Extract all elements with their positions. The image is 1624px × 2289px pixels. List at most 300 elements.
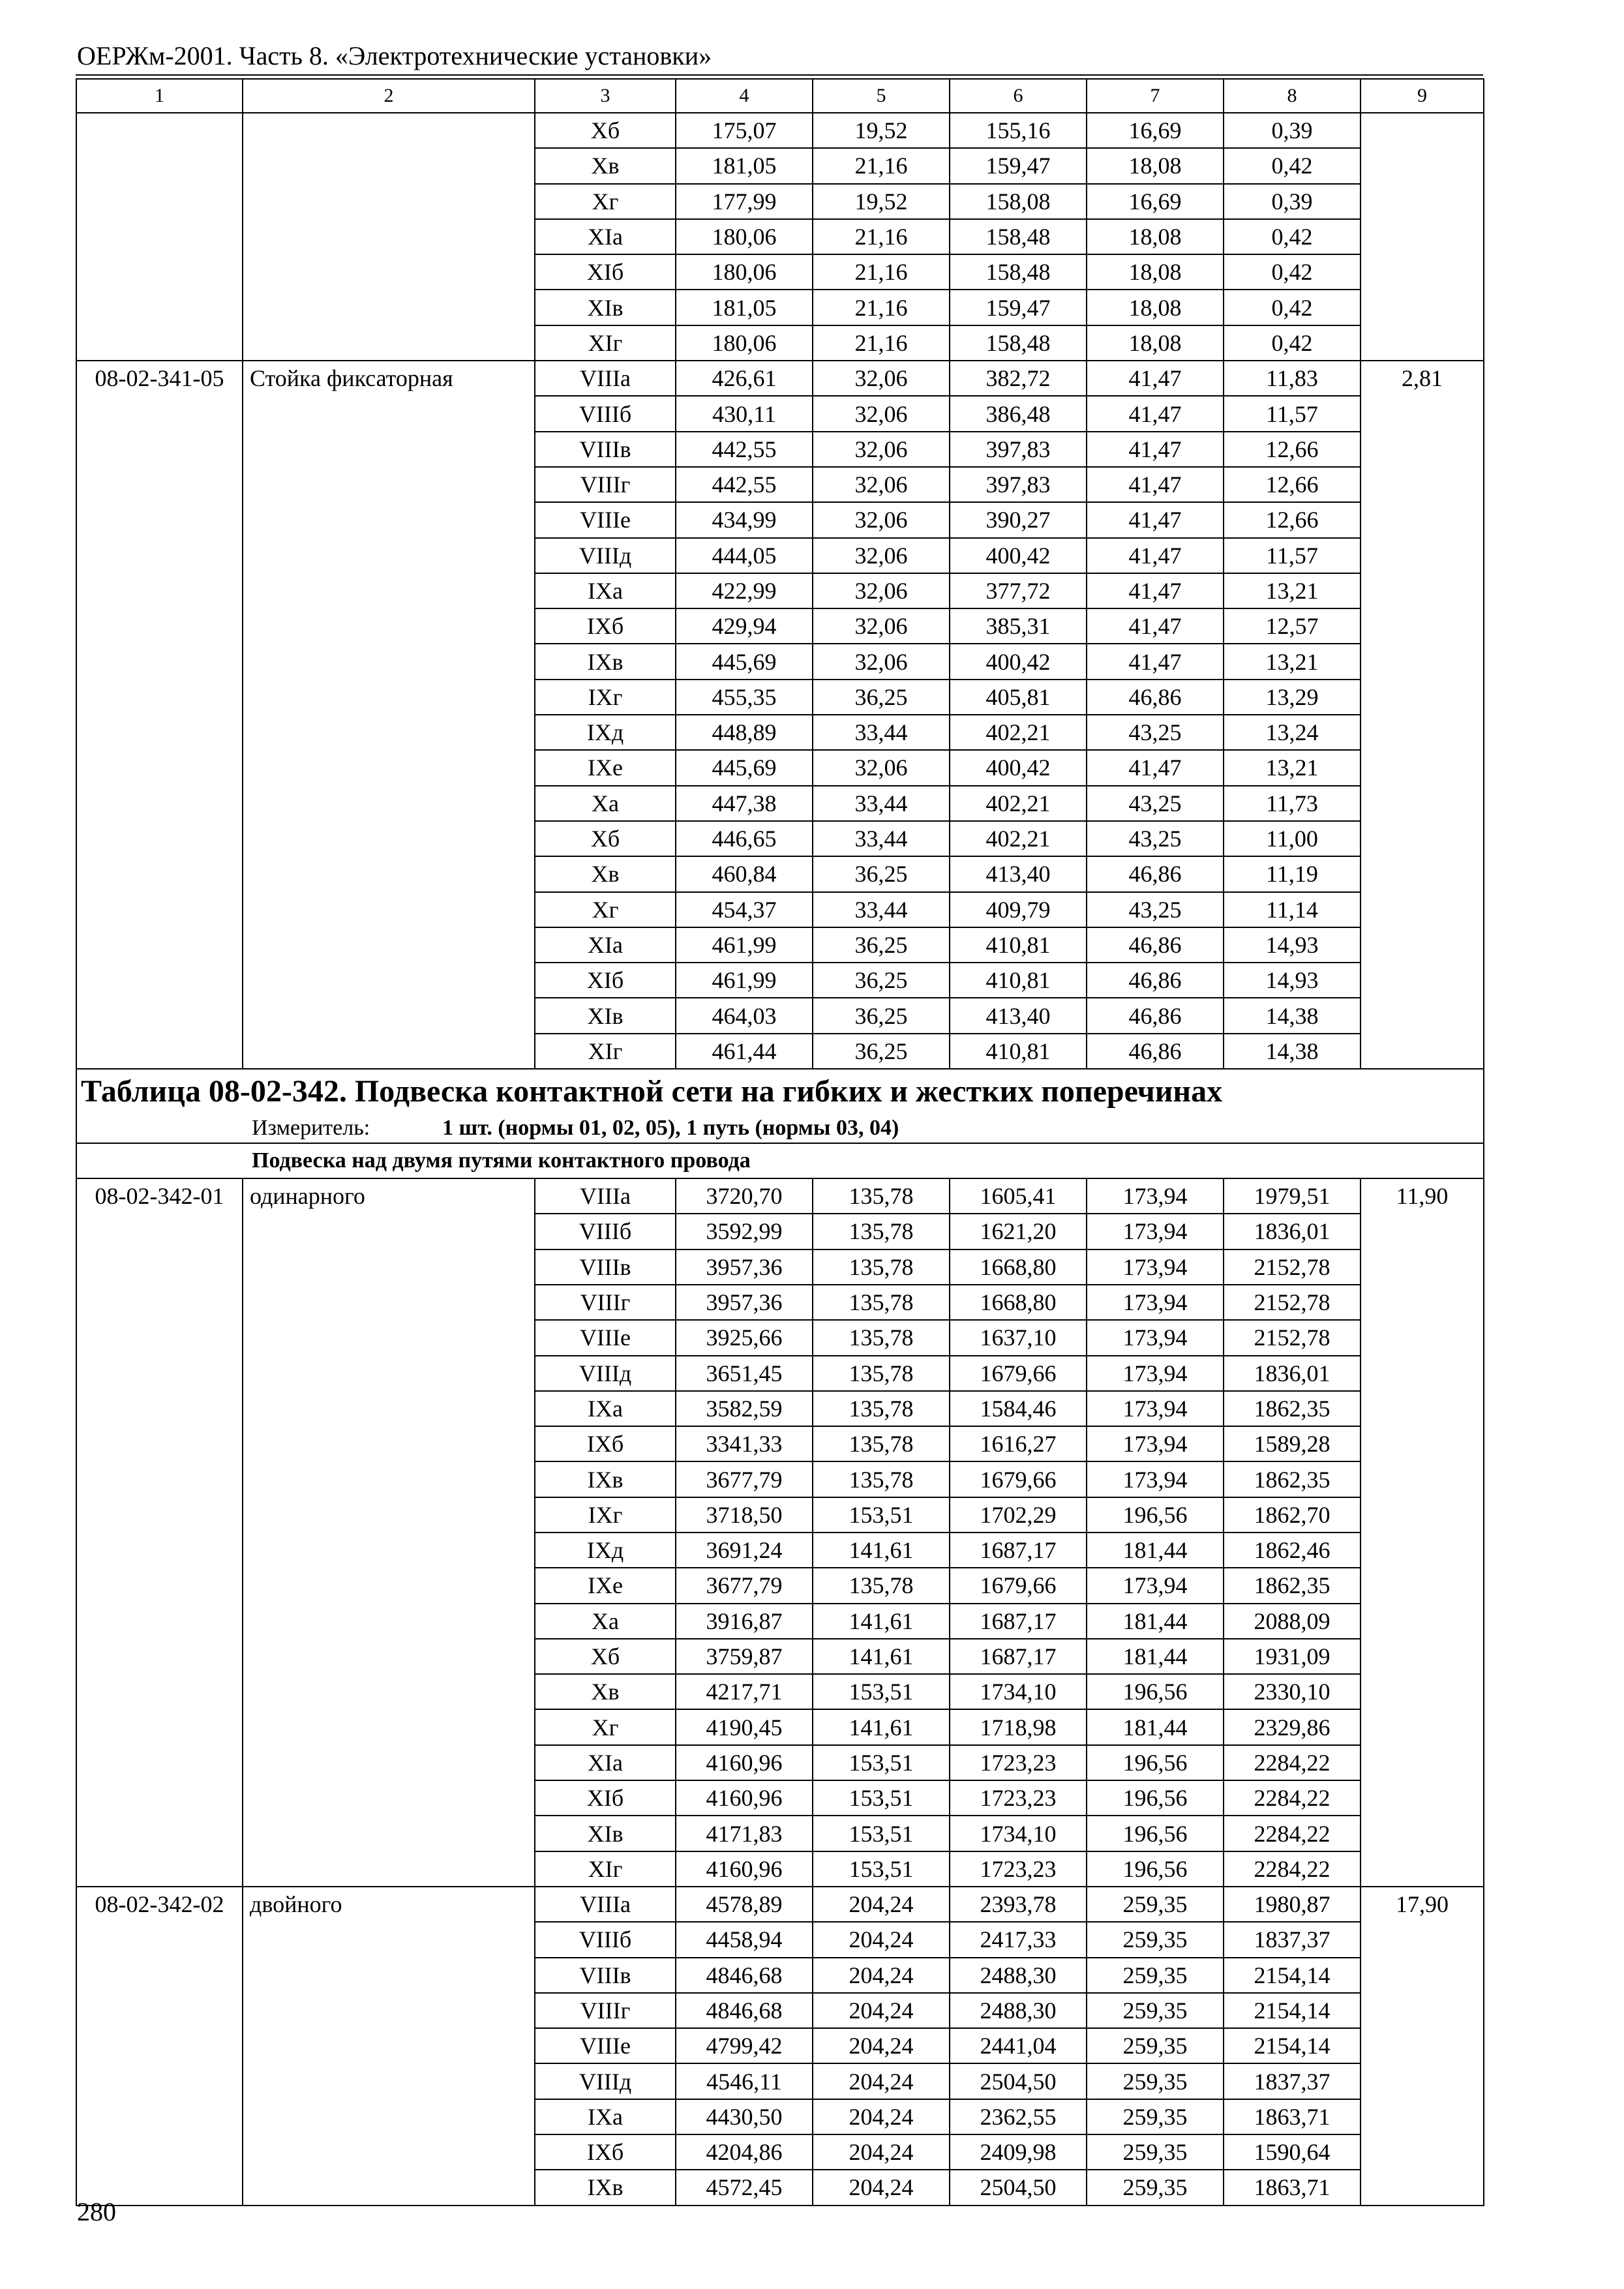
value-cell: 41,47 bbox=[1087, 396, 1224, 431]
value-cell: 41,47 bbox=[1087, 644, 1224, 679]
value-cell: 46,86 bbox=[1087, 680, 1224, 715]
value-cell: 402,21 bbox=[950, 821, 1087, 856]
rate-name-cell: одинарного bbox=[243, 1178, 535, 1887]
value-cell: 2504,50 bbox=[950, 2063, 1087, 2099]
value-cell: 173,94 bbox=[1087, 1249, 1224, 1285]
value-cell: 2152,78 bbox=[1224, 1285, 1361, 1320]
value-cell: 21,16 bbox=[813, 290, 950, 325]
value-cell: 413,40 bbox=[950, 998, 1087, 1033]
value-cell: 196,56 bbox=[1087, 1497, 1224, 1533]
value-cell: 12,66 bbox=[1224, 502, 1361, 537]
zone-cell: VIIIе bbox=[535, 2028, 676, 2063]
zone-cell: IXе bbox=[535, 1568, 676, 1603]
value-cell: 2284,22 bbox=[1224, 1816, 1361, 1851]
value-cell: 1862,35 bbox=[1224, 1391, 1361, 1426]
value-cell: 41,47 bbox=[1087, 432, 1224, 467]
value-cell: 11,57 bbox=[1224, 538, 1361, 573]
value-cell: 444,05 bbox=[676, 538, 813, 573]
value-cell: 397,83 bbox=[950, 467, 1087, 502]
table-row bbox=[76, 361, 1484, 396]
value-cell: 12,66 bbox=[1224, 467, 1361, 502]
value-cell: 1668,80 bbox=[950, 1249, 1087, 1285]
col9-cell bbox=[1361, 113, 1484, 361]
value-cell: 402,21 bbox=[950, 715, 1087, 750]
value-cell: 13,24 bbox=[1224, 715, 1361, 750]
value-cell: 196,56 bbox=[1087, 1816, 1224, 1851]
value-cell: 36,25 bbox=[813, 680, 950, 715]
value-cell: 426,61 bbox=[676, 361, 813, 396]
value-cell: 4171,83 bbox=[676, 1816, 813, 1851]
col9-cell: 11,90 bbox=[1361, 1178, 1484, 1887]
value-cell: 397,83 bbox=[950, 432, 1087, 467]
value-cell: 21,16 bbox=[813, 254, 950, 290]
value-cell: 4846,68 bbox=[676, 1958, 813, 1993]
value-cell: 1679,66 bbox=[950, 1461, 1087, 1497]
column-number-cell: 2 bbox=[243, 79, 535, 113]
value-cell: 158,48 bbox=[950, 254, 1087, 290]
value-cell: 135,78 bbox=[813, 1285, 950, 1320]
value-cell: 1621,20 bbox=[950, 1214, 1087, 1249]
value-cell: 181,44 bbox=[1087, 1604, 1224, 1639]
column-number-cell: 8 bbox=[1224, 79, 1361, 113]
zone-cell: IXб bbox=[535, 1426, 676, 1461]
value-cell: 36,25 bbox=[813, 927, 950, 963]
zone-cell: VIIIд bbox=[535, 538, 676, 573]
value-cell: 173,94 bbox=[1087, 1356, 1224, 1391]
value-cell: 173,94 bbox=[1087, 1320, 1224, 1355]
table-row bbox=[76, 1887, 1484, 1922]
value-cell: 181,44 bbox=[1087, 1533, 1224, 1568]
value-cell: 158,48 bbox=[950, 325, 1087, 361]
value-cell: 445,69 bbox=[676, 644, 813, 679]
value-cell: 135,78 bbox=[813, 1249, 950, 1285]
value-cell: 141,61 bbox=[813, 1639, 950, 1674]
value-cell: 196,56 bbox=[1087, 1780, 1224, 1816]
value-cell: 135,78 bbox=[813, 1178, 950, 1214]
value-cell: 1679,66 bbox=[950, 1568, 1087, 1603]
zone-cell: IXв bbox=[535, 1461, 676, 1497]
value-cell: 3759,87 bbox=[676, 1639, 813, 1674]
zone-cell: VIIIе bbox=[535, 502, 676, 537]
value-cell: 18,08 bbox=[1087, 254, 1224, 290]
value-cell: 141,61 bbox=[813, 1533, 950, 1568]
column-number-cell: 3 bbox=[535, 79, 676, 113]
zone-cell: VIIIб bbox=[535, 1922, 676, 1957]
value-cell: 4160,96 bbox=[676, 1780, 813, 1816]
value-cell: 196,56 bbox=[1087, 1745, 1224, 1780]
group-heading-cell bbox=[76, 1143, 1484, 1178]
value-cell: 135,78 bbox=[813, 1568, 950, 1603]
value-cell: 1702,29 bbox=[950, 1497, 1087, 1533]
column-number-row bbox=[76, 79, 1484, 113]
value-cell: 33,44 bbox=[813, 715, 950, 750]
value-cell: 33,44 bbox=[813, 786, 950, 821]
value-cell: 259,35 bbox=[1087, 2170, 1224, 2205]
value-cell: 2417,33 bbox=[950, 1922, 1087, 1957]
value-cell: 18,08 bbox=[1087, 290, 1224, 325]
value-cell: 1668,80 bbox=[950, 1285, 1087, 1320]
value-cell: 1862,70 bbox=[1224, 1497, 1361, 1533]
value-cell: 180,06 bbox=[676, 254, 813, 290]
value-cell: 19,52 bbox=[813, 113, 950, 148]
value-cell: 259,35 bbox=[1087, 2099, 1224, 2134]
value-cell: 3916,87 bbox=[676, 1604, 813, 1639]
value-cell: 11,19 bbox=[1224, 856, 1361, 891]
value-cell: 43,25 bbox=[1087, 786, 1224, 821]
value-cell: 390,27 bbox=[950, 502, 1087, 537]
value-cell: 46,86 bbox=[1087, 927, 1224, 963]
value-cell: 135,78 bbox=[813, 1461, 950, 1497]
zone-cell: Xг bbox=[535, 184, 676, 219]
value-cell: 21,16 bbox=[813, 148, 950, 183]
value-cell: 2284,22 bbox=[1224, 1780, 1361, 1816]
zone-cell: IXа bbox=[535, 2099, 676, 2134]
zone-cell: IXа bbox=[535, 573, 676, 608]
value-cell: 461,99 bbox=[676, 963, 813, 998]
value-cell: 21,16 bbox=[813, 219, 950, 254]
rates-table-container bbox=[76, 78, 1483, 2206]
value-cell: 259,35 bbox=[1087, 1958, 1224, 1993]
value-cell: 2152,78 bbox=[1224, 1249, 1361, 1285]
value-cell: 41,47 bbox=[1087, 361, 1224, 396]
zone-cell: IXд bbox=[535, 1533, 676, 1568]
zone-cell: IXв bbox=[535, 644, 676, 679]
value-cell: 43,25 bbox=[1087, 821, 1224, 856]
value-cell: 4217,71 bbox=[676, 1674, 813, 1709]
value-cell: 4799,42 bbox=[676, 2028, 813, 2063]
value-cell: 153,51 bbox=[813, 1497, 950, 1533]
value-cell: 4846,68 bbox=[676, 1993, 813, 2028]
value-cell: 32,06 bbox=[813, 502, 950, 537]
value-cell: 158,48 bbox=[950, 219, 1087, 254]
value-cell: 135,78 bbox=[813, 1214, 950, 1249]
value-cell: 402,21 bbox=[950, 786, 1087, 821]
zone-cell: Xв bbox=[535, 1674, 676, 1709]
zone-cell: IXа bbox=[535, 1391, 676, 1426]
zone-cell: VIIIа bbox=[535, 1887, 676, 1922]
value-cell: 0,42 bbox=[1224, 254, 1361, 290]
value-cell: 33,44 bbox=[813, 892, 950, 927]
value-cell: 153,51 bbox=[813, 1851, 950, 1887]
rate-code-cell: 08-02-341-05 bbox=[76, 361, 243, 1069]
value-cell: 13,21 bbox=[1224, 573, 1361, 608]
value-cell: 32,06 bbox=[813, 750, 950, 785]
value-cell: 2154,14 bbox=[1224, 1958, 1361, 1993]
value-cell: 3651,45 bbox=[676, 1356, 813, 1391]
value-cell: 173,94 bbox=[1087, 1391, 1224, 1426]
value-cell: 0,39 bbox=[1224, 113, 1361, 148]
value-cell: 2362,55 bbox=[950, 2099, 1087, 2134]
column-number-cell: 1 bbox=[76, 79, 243, 113]
value-cell: 1723,23 bbox=[950, 1780, 1087, 1816]
value-cell: 32,06 bbox=[813, 396, 950, 431]
zone-cell: Xв bbox=[535, 148, 676, 183]
value-cell: 204,24 bbox=[813, 1993, 950, 2028]
value-cell: 32,06 bbox=[813, 361, 950, 396]
value-cell: 446,65 bbox=[676, 821, 813, 856]
value-cell: 455,35 bbox=[676, 680, 813, 715]
column-number-cell: 5 bbox=[813, 79, 950, 113]
col9-cell: 2,81 bbox=[1361, 361, 1484, 1069]
value-cell: 181,44 bbox=[1087, 1709, 1224, 1744]
value-cell: 3592,99 bbox=[676, 1214, 813, 1249]
value-cell: 1837,37 bbox=[1224, 2063, 1361, 2099]
zone-cell: VIIIв bbox=[535, 1249, 676, 1285]
value-cell: 11,83 bbox=[1224, 361, 1361, 396]
measure-row bbox=[76, 1113, 1484, 1143]
column-number-cell: 4 bbox=[676, 79, 813, 113]
value-cell: 196,56 bbox=[1087, 1674, 1224, 1709]
value-cell: 3691,24 bbox=[676, 1533, 813, 1568]
value-cell: 1718,98 bbox=[950, 1709, 1087, 1744]
value-cell: 2154,14 bbox=[1224, 2028, 1361, 2063]
value-cell: 11,14 bbox=[1224, 892, 1361, 927]
value-cell: 3677,79 bbox=[676, 1461, 813, 1497]
value-cell: 1836,01 bbox=[1224, 1356, 1361, 1391]
value-cell: 1931,09 bbox=[1224, 1639, 1361, 1674]
value-cell: 447,38 bbox=[676, 786, 813, 821]
zone-cell: XIа bbox=[535, 1745, 676, 1780]
value-cell: 4160,96 bbox=[676, 1851, 813, 1887]
value-cell: 21,16 bbox=[813, 325, 950, 361]
value-cell: 1687,17 bbox=[950, 1533, 1087, 1568]
table-title-row bbox=[76, 1069, 1484, 1113]
value-cell: 18,08 bbox=[1087, 219, 1224, 254]
value-cell: 2504,50 bbox=[950, 2170, 1087, 2205]
group-heading: Подвеска над двумя путями контактного провода bbox=[252, 1148, 751, 1173]
value-cell: 1616,27 bbox=[950, 1426, 1087, 1461]
value-cell: 3582,59 bbox=[676, 1391, 813, 1426]
measure-value: 1 шт. (нормы 01, 02, 05), 1 путь (нормы 03, 04) bbox=[442, 1115, 899, 1140]
zone-cell: VIIIд bbox=[535, 2063, 676, 2099]
value-cell: 2329,86 bbox=[1224, 1709, 1361, 1744]
value-cell: 19,52 bbox=[813, 184, 950, 219]
running-header: ОЕРЖм-2001. Часть 8. «Электротехнические установки» bbox=[77, 41, 712, 70]
value-cell: 204,24 bbox=[813, 2063, 950, 2099]
value-cell: 2488,30 bbox=[950, 1993, 1087, 2028]
value-cell: 1862,35 bbox=[1224, 1568, 1361, 1603]
value-cell: 1637,10 bbox=[950, 1320, 1087, 1355]
value-cell: 41,47 bbox=[1087, 573, 1224, 608]
value-cell: 1734,10 bbox=[950, 1816, 1087, 1851]
value-cell: 46,86 bbox=[1087, 856, 1224, 891]
value-cell: 18,08 bbox=[1087, 148, 1224, 183]
value-cell: 181,05 bbox=[676, 148, 813, 183]
value-cell: 1590,64 bbox=[1224, 2134, 1361, 2170]
value-cell: 46,86 bbox=[1087, 963, 1224, 998]
zone-cell: IXб bbox=[535, 608, 676, 644]
value-cell: 12,57 bbox=[1224, 608, 1361, 644]
value-cell: 33,44 bbox=[813, 821, 950, 856]
value-cell: 204,24 bbox=[813, 1922, 950, 1957]
zone-cell: Xа bbox=[535, 786, 676, 821]
value-cell: 204,24 bbox=[813, 2028, 950, 2063]
value-cell: 16,69 bbox=[1087, 184, 1224, 219]
value-cell: 32,06 bbox=[813, 467, 950, 502]
value-cell: 36,25 bbox=[813, 963, 950, 998]
value-cell: 410,81 bbox=[950, 963, 1087, 998]
rate-name-cell: двойного bbox=[243, 1887, 535, 2206]
zone-cell: XIб bbox=[535, 1780, 676, 1816]
value-cell: 259,35 bbox=[1087, 1993, 1224, 2028]
rates-table bbox=[76, 78, 1484, 2206]
value-cell: 196,56 bbox=[1087, 1851, 1224, 1887]
value-cell: 413,40 bbox=[950, 856, 1087, 891]
zone-cell: VIIIг bbox=[535, 467, 676, 502]
table-row bbox=[76, 113, 1484, 148]
value-cell: 14,38 bbox=[1224, 998, 1361, 1033]
value-cell: 11,73 bbox=[1224, 786, 1361, 821]
value-cell: 3718,50 bbox=[676, 1497, 813, 1533]
value-cell: 2284,22 bbox=[1224, 1745, 1361, 1780]
zone-cell: VIIIа bbox=[535, 361, 676, 396]
column-number-cell: 6 bbox=[950, 79, 1087, 113]
page-number: 280 bbox=[77, 2197, 116, 2226]
value-cell: 460,84 bbox=[676, 856, 813, 891]
zone-cell: Xб bbox=[535, 821, 676, 856]
value-cell: 181,44 bbox=[1087, 1639, 1224, 1674]
value-cell: 204,24 bbox=[813, 2170, 950, 2205]
value-cell: 422,99 bbox=[676, 573, 813, 608]
value-cell: 2488,30 bbox=[950, 1958, 1087, 1993]
value-cell: 461,99 bbox=[676, 927, 813, 963]
zone-cell: XIв bbox=[535, 998, 676, 1033]
value-cell: 36,25 bbox=[813, 856, 950, 891]
value-cell: 173,94 bbox=[1087, 1285, 1224, 1320]
value-cell: 32,06 bbox=[813, 432, 950, 467]
value-cell: 385,31 bbox=[950, 608, 1087, 644]
value-cell: 259,35 bbox=[1087, 2134, 1224, 2170]
value-cell: 135,78 bbox=[813, 1426, 950, 1461]
value-cell: 4204,86 bbox=[676, 2134, 813, 2170]
value-cell: 159,47 bbox=[950, 290, 1087, 325]
zone-cell: VIIIг bbox=[535, 1993, 676, 2028]
value-cell: 2088,09 bbox=[1224, 1604, 1361, 1639]
value-cell: 18,08 bbox=[1087, 325, 1224, 361]
value-cell: 155,16 bbox=[950, 113, 1087, 148]
value-cell: 32,06 bbox=[813, 644, 950, 679]
value-cell: 2441,04 bbox=[950, 2028, 1087, 2063]
value-cell: 4458,94 bbox=[676, 1922, 813, 1957]
value-cell: 1734,10 bbox=[950, 1674, 1087, 1709]
zone-cell: IXг bbox=[535, 1497, 676, 1533]
value-cell: 13,21 bbox=[1224, 750, 1361, 785]
value-cell: 448,89 bbox=[676, 715, 813, 750]
value-cell: 386,48 bbox=[950, 396, 1087, 431]
value-cell: 410,81 bbox=[950, 1034, 1087, 1069]
zone-cell: Xг bbox=[535, 1709, 676, 1744]
zone-cell: XIг bbox=[535, 1034, 676, 1069]
value-cell: 382,72 bbox=[950, 361, 1087, 396]
value-cell: 4546,11 bbox=[676, 2063, 813, 2099]
value-cell: 173,94 bbox=[1087, 1461, 1224, 1497]
value-cell: 36,25 bbox=[813, 998, 950, 1033]
value-cell: 14,93 bbox=[1224, 963, 1361, 998]
value-cell: 46,86 bbox=[1087, 1034, 1224, 1069]
value-cell: 1863,71 bbox=[1224, 2099, 1361, 2134]
value-cell: 377,72 bbox=[950, 573, 1087, 608]
zone-cell: XIа bbox=[535, 219, 676, 254]
value-cell: 430,11 bbox=[676, 396, 813, 431]
rate-name-cell bbox=[243, 113, 535, 361]
value-cell: 1723,23 bbox=[950, 1851, 1087, 1887]
value-cell: 442,55 bbox=[676, 467, 813, 502]
value-cell: 1837,37 bbox=[1224, 1922, 1361, 1957]
zone-cell: XIг bbox=[535, 1851, 676, 1887]
zone-cell: Xб bbox=[535, 113, 676, 148]
value-cell: 11,57 bbox=[1224, 396, 1361, 431]
value-cell: 153,51 bbox=[813, 1745, 950, 1780]
value-cell: 3677,79 bbox=[676, 1568, 813, 1603]
value-cell: 32,06 bbox=[813, 538, 950, 573]
value-cell: 1605,41 bbox=[950, 1178, 1087, 1214]
value-cell: 1679,66 bbox=[950, 1356, 1087, 1391]
value-cell: 4160,96 bbox=[676, 1745, 813, 1780]
value-cell: 41,47 bbox=[1087, 538, 1224, 573]
value-cell: 400,42 bbox=[950, 644, 1087, 679]
value-cell: 1584,46 bbox=[950, 1391, 1087, 1426]
value-cell: 32,06 bbox=[813, 608, 950, 644]
zone-cell: XIб bbox=[535, 254, 676, 290]
value-cell: 173,94 bbox=[1087, 1178, 1224, 1214]
value-cell: 0,42 bbox=[1224, 219, 1361, 254]
value-cell: 180,06 bbox=[676, 219, 813, 254]
value-cell: 41,47 bbox=[1087, 750, 1224, 785]
value-cell: 1980,87 bbox=[1224, 1887, 1361, 1922]
value-cell: 41,47 bbox=[1087, 467, 1224, 502]
zone-cell: VIIIд bbox=[535, 1356, 676, 1391]
value-cell: 43,25 bbox=[1087, 892, 1224, 927]
value-cell: 1723,23 bbox=[950, 1745, 1087, 1780]
zone-cell: XIв bbox=[535, 1816, 676, 1851]
header-rule bbox=[76, 74, 1483, 76]
value-cell: 159,47 bbox=[950, 148, 1087, 183]
value-cell: 259,35 bbox=[1087, 2028, 1224, 2063]
column-number-cell: 7 bbox=[1087, 79, 1224, 113]
value-cell: 429,94 bbox=[676, 608, 813, 644]
zone-cell: VIIIг bbox=[535, 1285, 676, 1320]
value-cell: 2330,10 bbox=[1224, 1674, 1361, 1709]
zone-cell: Xа bbox=[535, 1604, 676, 1639]
value-cell: 0,42 bbox=[1224, 290, 1361, 325]
value-cell: 3957,36 bbox=[676, 1249, 813, 1285]
zone-cell: VIIIе bbox=[535, 1320, 676, 1355]
rate-name-cell: Стойка фиксаторная bbox=[243, 361, 535, 1069]
value-cell: 405,81 bbox=[950, 680, 1087, 715]
value-cell: 204,24 bbox=[813, 2134, 950, 2170]
value-cell: 14,38 bbox=[1224, 1034, 1361, 1069]
column-number-cell: 9 bbox=[1361, 79, 1484, 113]
value-cell: 135,78 bbox=[813, 1391, 950, 1426]
zone-cell: VIIIв bbox=[535, 1958, 676, 1993]
measure-cell bbox=[76, 1113, 1484, 1143]
value-cell: 464,03 bbox=[676, 998, 813, 1033]
value-cell: 0,39 bbox=[1224, 184, 1361, 219]
zone-cell: XIа bbox=[535, 927, 676, 963]
zone-cell: VIIIб bbox=[535, 396, 676, 431]
value-cell: 158,08 bbox=[950, 184, 1087, 219]
value-cell: 454,37 bbox=[676, 892, 813, 927]
value-cell: 41,47 bbox=[1087, 608, 1224, 644]
rate-code-cell: 08-02-342-01 bbox=[76, 1178, 243, 1887]
value-cell: 0,42 bbox=[1224, 148, 1361, 183]
value-cell: 1589,28 bbox=[1224, 1426, 1361, 1461]
zone-cell: Xг bbox=[535, 892, 676, 927]
value-cell: 1863,71 bbox=[1224, 2170, 1361, 2205]
zone-cell: XIб bbox=[535, 963, 676, 998]
value-cell: 2393,78 bbox=[950, 1887, 1087, 1922]
value-cell: 12,66 bbox=[1224, 432, 1361, 467]
